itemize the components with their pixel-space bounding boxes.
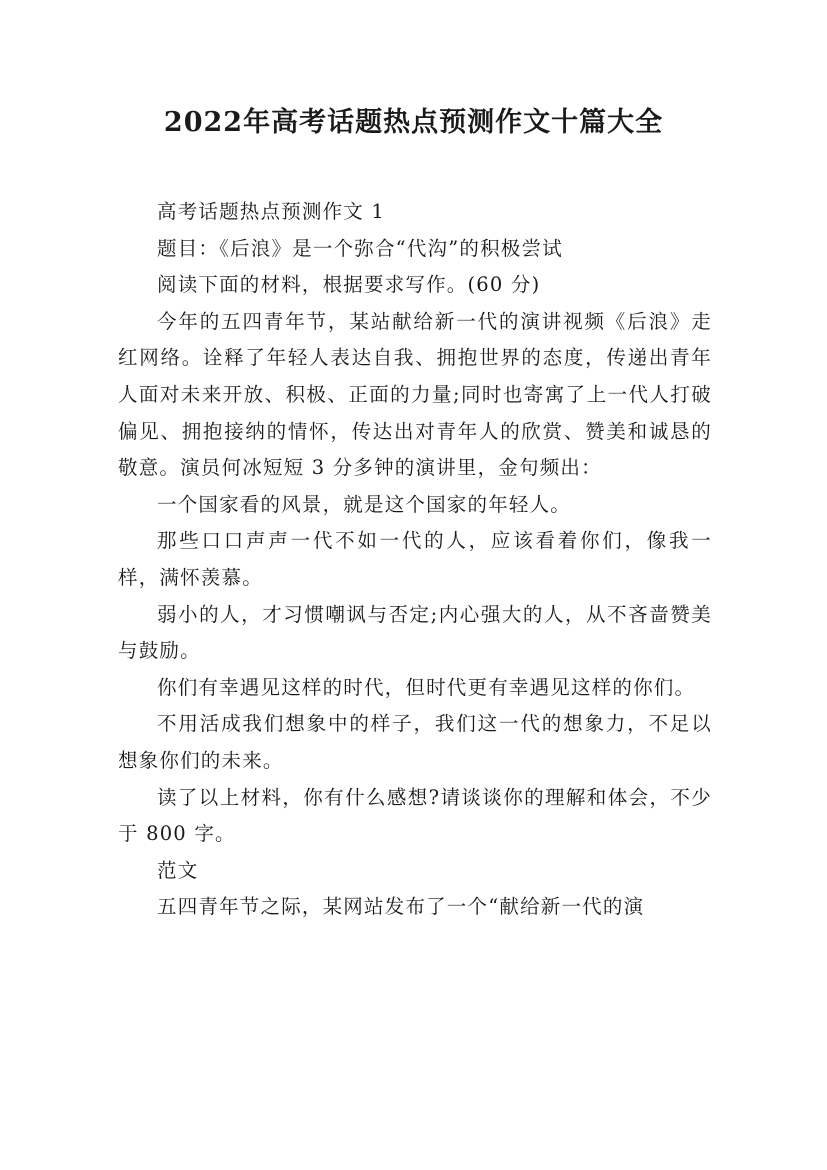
sample-essay-label: 范文 bbox=[157, 858, 199, 882]
document-body bbox=[118, 194, 712, 926]
quote-paragraph: 那些口口声声一代不如一代的人，应该看着你们，像我一样，满怀羡慕。 bbox=[118, 529, 712, 589]
essay-topic: 题目：《后浪》是一个弥合“代沟”的积极尝试 bbox=[157, 236, 563, 260]
quote-paragraph: 你们有幸遇见这样的时代，但时代更有幸遇见这样的你们。 bbox=[157, 675, 696, 699]
document-title: 2022年高考话题热点预测作文十篇大全 bbox=[163, 107, 664, 138]
sample-essay-paragraph: 五四青年节之际，某网站发布了一个“献给新一代的演 bbox=[157, 895, 645, 919]
instruction-paragraph: 阅读下面的材料，根据要求写作。(60 分) bbox=[157, 273, 541, 297]
section-heading: 高考话题热点预测作文 1 bbox=[157, 200, 386, 223]
quote-paragraph: 不用活成我们想象中的样子，我们这一代的想象力，不足以想象你们的未来。 bbox=[118, 712, 712, 772]
quote-paragraph: 一个国家看的风景，就是这个国家的年轻人。 bbox=[157, 492, 572, 516]
material-paragraph: 今年的五四青年节，某站献给新一代的演讲视频《后浪》走红网络。诠释了年轻人表达自我、拥抱世界的态度，传递出青年人面对未来开放、积极、正面的力量;同时也寄寓了上一代人打破偏见、拥抱接纳的情怀，传达出对青年人的欣赏、赞美和诚恳的敬意。演员何冰短短 3 分多钟的演讲里，金句频出： bbox=[118, 309, 712, 480]
quote-paragraph: 弱小的人，才习惯嘲讽与否定;内心强大的人，从不吝啬赞美与鼓励。 bbox=[118, 602, 712, 663]
prompt-paragraph: 读了以上材料，你有什么感想?请谈谈你的理解和体会，不少于 800 字。 bbox=[118, 785, 712, 846]
